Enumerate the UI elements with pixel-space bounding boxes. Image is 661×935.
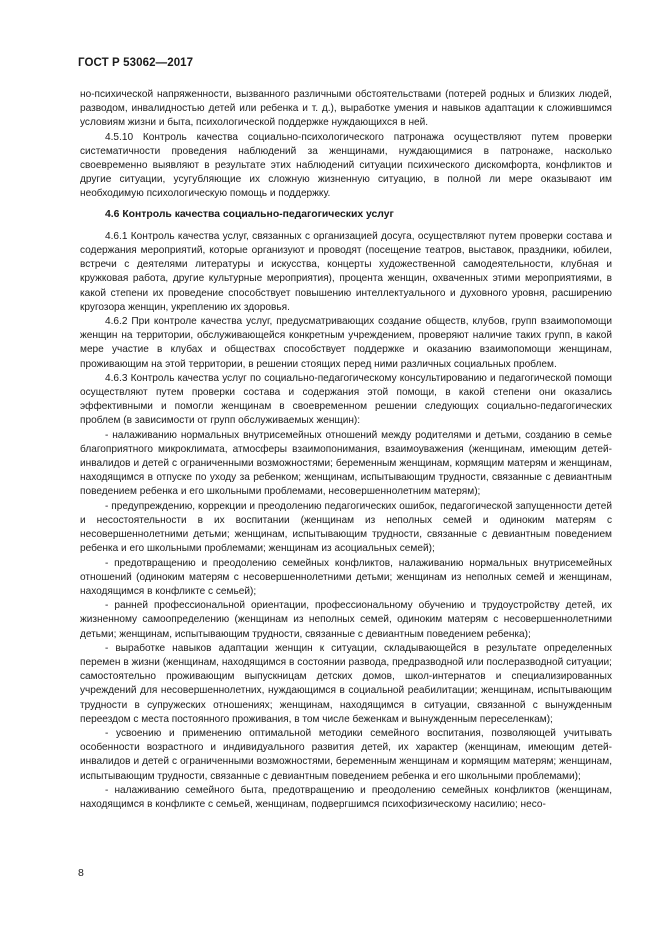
list-item: - предотвращению и преодолению семейных конфликтов, налаживанию нормальных внутрисемейных отношений (одиноким матерям с несовершеннолетними детьми; женщинам из неполных семей и женщинам, находящимся в конфликте с семьей); <box>80 557 612 597</box>
list-item: - выработке навыков адаптации женщин к ситуации, складывающейся в результате определенных перемен в жизни (женщинам, находящимся в состоянии развода, предразводной или послеразводной ситуации; самостоятельно проживающим выпускницам детских домов, школ-интернатов и специализированных учреждений для несовершеннолетних, нуждающимся в социальной реабилитации; женщинам, испытывающим трудности в супружеских отношениях; женщинам, находящимся в ситуации, связанной с вынужденным переездом с места постоянного проживания, в том числе беженкам и вынужденным переселенкам); <box>80 642 612 725</box>
section-heading: 4.6 Контроль качества социально-педагогических услуг <box>105 208 394 220</box>
page-number: 8 <box>78 867 84 879</box>
page-body <box>80 88 612 812</box>
paragraph-4-6-1: 4.6.1 Контроль качества услуг, связанных с организацией досуга, осуществляют путем проверки состава и содержания мероприятий, которые организуют и проводят (посещение театров, выставок, праздники, юбилеи, встречи с деятелями литературы и искусства, концерты художественной самодеятельности, клубная и кружковая работа, другие культурные мероприятия), процента женщин, охваченных этими мероприятиями, в какой степени их проведение способствует повышению интеллектуального и духовного уровня, расширению кругозора женщин, укреплению их здоровья. <box>80 230 612 313</box>
paragraph-4-6-3: 4.6.3 Контроль качества услуг по социально-педагогическому консультированию и педагогической помощи осуществляют путем проверки состава и содержания этой помощи, в какой степени они оказались эффективными и помогли женщинам в своевременном решении следующих социально-педагогических проблем (в зависимости от групп обслуживаемых женщин): <box>80 372 612 427</box>
paragraph-4-6-2: 4.6.2 При контроле качества услуг, предусматривающих создание обществ, клубов, групп взаимопомощи женщин на территории, обслуживающейся конкретным учреждением, проверяют наличие таких групп, в какой мере участие в клубах и обществах способствует поддержке и оказанию взаимопомощи женщинам, проживающим на этой территории, в решении стоящих перед ними различных социальных проблем. <box>80 316 612 370</box>
list-item: - налаживанию нормальных внутрисемейных отношений между родителями и детьми, созданию в семье благоприятного микроклимата, атмосферы взаимопонимания, взаимоуважения (женщинам, имеющим детей-инвалидов и детей с ограниченными возможностями; беременным женщинам, кормящим матерям и женщинам, находящимся в отпуске по уходу за ребенком; женщинам, испытывающим трудности, связанные с девиантным поведением ребенка и его школьными проблемами, несовершеннолетним матерям); <box>80 429 612 498</box>
list-item: - предупреждению, коррекции и преодолению педагогических ошибок, педагогической запущенности детей и несостоятельности в их воспитании (женщинам из неполных семей и одиноким матерям с несовершеннолетними детьми; женщинам, испытывающим трудности, связанные с девиантным поведением ребенка и его школьными проблемами; женщинам из асоциальных семей); <box>80 500 612 555</box>
document-header: ГОСТ Р 53062—2017 <box>78 57 194 69</box>
list-item: - налаживанию семейного быта, предотвращению и преодолению семейных конфликтов (женщинам, находящимся в конфликте с семьей, женщинам, подвергшимся психофизическому насилию; несо- <box>80 784 612 810</box>
paragraph-continuation: но-психической напряженности, вызванного различными обстоятельствами (потерей родных и близких людей, разводом, инвалидностью детей или ребенка и т. д.), выработке умения и навыков адаптации к сложившимся условиям жизни и быта, психологической поддержке нуждающихся в ней. <box>80 89 612 129</box>
list-item: - усвоению и применению оптимальной методики семейного воспитания, позволяющей учитывать особенности возрастного и индивидуального развития детей, их характер (женщинам, имеющим детей-инвалидов и детей с ограниченными возможностями, беременным женщинам и кормящим матерям; женщинам, испытывающим трудности, связанные с девиантным поведением ребенка и его школьными проблемами); <box>80 727 612 782</box>
paragraph-4-5-10: 4.5.10 Контроль качества социально-психологического патронажа осуществляют путем проверки систематичности проведения наблюдений за женщинами, нуждающимися в патронаже, насколько своевременно выявляют в результате этих наблюдений ситуации психического дискомфорта, конфликтов и другие ситуации, усугубляющие их сложную жизненную ситуацию, в полной ли мере оказывают им необходимую психологическую помощь и поддержку. <box>80 131 612 200</box>
list-item: - ранней профессиональной ориентации, профессиональному обучению и трудоустройству детей, их жизненному самоопределению (женщинам из неполных семей, одиноким матерям с несовершеннолетними детьми; женщинам, испытывающим трудности, связанные с девиантным поведением ребенка); <box>80 600 612 640</box>
